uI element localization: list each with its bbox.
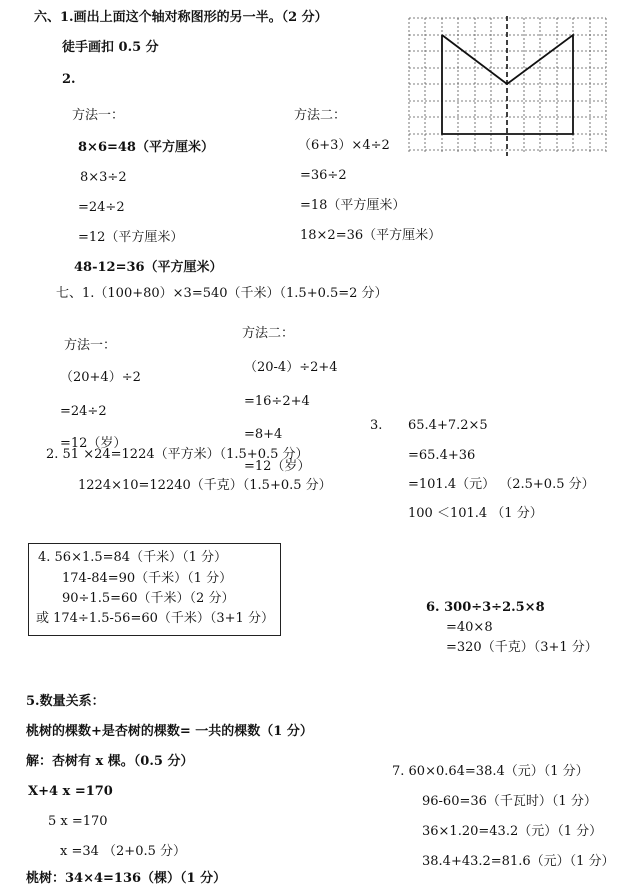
- q6-2-m2-line1: （6+3）×4÷2: [298, 138, 390, 153]
- q7-4-line1: 4. 56×1.5=84（千米）（1 分）: [38, 550, 227, 565]
- q7-2-line1: 2. 51 ×24=1224（平方米）（1.5+0.5 分）: [46, 447, 309, 462]
- q6-2-number: 2.: [62, 72, 76, 87]
- q7-3-number: 3.: [370, 418, 383, 433]
- q7-1-m2-line2: =16÷2+4: [244, 394, 310, 409]
- q6-2-m1-line2: 8×3÷2: [80, 170, 127, 185]
- q7-5-line6: x =34 （2+0.5 分）: [60, 844, 187, 859]
- q7-6-line1: 6. 300÷3÷2.5×8: [426, 600, 545, 615]
- q6-2-method2-title: 方法二：: [294, 108, 347, 123]
- q7-5-line7: 桃树：34×4=136（棵）（1 分）: [26, 871, 227, 886]
- q7-3-line1: 65.4+7.2×5: [408, 418, 488, 433]
- q7-1-method1-title: 方法一：: [64, 338, 117, 353]
- q7-4-line3: 90÷1.5=60（千米）（2 分）: [62, 591, 235, 606]
- q7-3-line3: =101.4（元） （2.5+0.5 分）: [408, 477, 595, 492]
- q7-1-method2-title: 方法二：: [242, 326, 295, 341]
- q7-3-line4: 100 ＜101.4 （1 分）: [408, 506, 543, 521]
- q7-7-line2: 96-60=36（千瓦时）（1 分）: [422, 794, 597, 809]
- q7-5-line4: X+4 x =170: [28, 784, 113, 799]
- q7-7-line1: 7. 60×0.64=38.4（元）（1 分）: [392, 764, 589, 779]
- q6-2-m2-line2: =36÷2: [300, 168, 347, 183]
- q7-5-line5: 5 x =170: [48, 814, 108, 829]
- q7-5-line3: 解：杏树有 x 棵。（0.5 分）: [26, 754, 194, 769]
- q7-1-title: 七、1.（100+80）×3=540（千米）（1.5+0.5=2 分）: [56, 286, 388, 301]
- q6-2-m1-line4: =12（平方厘米）: [78, 230, 184, 245]
- q7-6-line2: =40×8: [446, 620, 493, 635]
- q6-2-m1-line1: 8×6=48（平方厘米）: [78, 140, 214, 155]
- q7-1-m1-line3: =12（岁）: [60, 436, 127, 451]
- q6-2-m1-line5: 48-12=36（平方厘米）: [74, 260, 223, 275]
- q6-1-note: 徒手画扣 0.5 分: [62, 40, 159, 55]
- symmetry-grid-figure: [407, 16, 611, 156]
- q6-2-m1-line3: =24÷2: [78, 200, 125, 215]
- q7-1-m1-line2: =24÷2: [60, 404, 107, 419]
- q7-4-line2: 174-84=90（千米）（1 分）: [62, 571, 233, 586]
- q7-1-m1-line1: （20+4）÷2: [60, 370, 141, 385]
- q7-4-line4: 或 174÷1.5-56=60（千米）（3+1 分）: [36, 611, 274, 626]
- q7-1-m2-line1: （20-4）÷2+4: [244, 360, 338, 375]
- q7-2-line2: 1224×10=12240（千克）（1.5+0.5 分）: [78, 478, 332, 493]
- q7-1-m2-line3: =8+4: [244, 427, 283, 442]
- q7-7-line3: 36×1.20=43.2（元）（1 分）: [422, 824, 603, 839]
- q7-5-line2: 桃树的棵数+是杏树的棵数= 一共的棵数（1 分）: [26, 724, 313, 739]
- q7-3-line2: =65.4+36: [408, 448, 476, 463]
- q7-6-line3: =320（千克）（3+1 分）: [446, 640, 598, 655]
- q7-7-line4: 38.4+43.2=81.6（元）（1 分）: [422, 854, 615, 869]
- q6-2-m2-line4: 18×2=36（平方厘米）: [300, 228, 442, 243]
- q7-5-line1: 5.数量关系：: [26, 694, 105, 709]
- q7-1-m2-line4: =12（岁）: [244, 459, 311, 474]
- q6-1-title: 六、1.画出上面这个轴对称图形的另一半。（2 分）: [34, 10, 328, 25]
- q6-2-method1-title: 方法一：: [72, 108, 125, 123]
- q6-2-m2-line3: =18（平方厘米）: [300, 198, 406, 213]
